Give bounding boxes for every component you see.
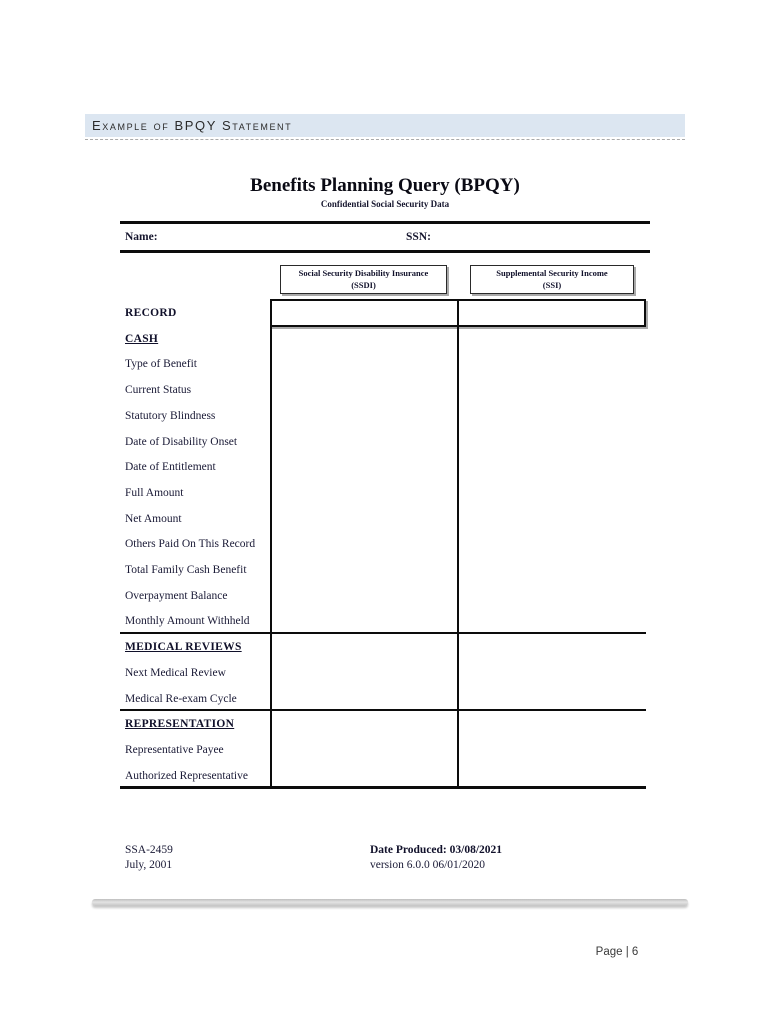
table-vertical-line-left (270, 327, 272, 786)
version-text: version 6.0.0 06/01/2020 (370, 859, 485, 871)
row-label: Type of Benefit (125, 358, 198, 371)
column-header-ssi-line1: Supplemental Security Income (496, 268, 608, 279)
row-label: Others Paid On This Record (125, 538, 256, 551)
form-number: SSA-2459 (125, 844, 173, 856)
form-footer-center (370, 843, 502, 873)
top-rule (120, 221, 650, 224)
row-label: Date of Entitlement (125, 461, 216, 474)
row-label: Representative Payee (125, 743, 224, 756)
horizontal-divider-bar (92, 899, 688, 906)
name-label: Name: (125, 231, 158, 243)
row-label: CASH (125, 332, 159, 345)
section-header-dotted-rule (85, 139, 685, 140)
row-label: Date of Disability Onset (125, 435, 238, 448)
row-label: RECORD (125, 307, 177, 319)
row-label: Medical Re-exam Cycle (125, 692, 237, 705)
form-footer-left (125, 843, 173, 873)
form-subtitle: Confidential Social Security Data (320, 199, 450, 209)
form-title: Benefits Planning Query (BPQY) (250, 175, 520, 196)
date-produced: Date Produced: 03/08/2021 (370, 844, 503, 856)
row-label: Overpayment Balance (125, 589, 228, 602)
row-label: Next Medical Review (125, 666, 226, 679)
row-label: Current Status (125, 384, 192, 397)
row-label: Authorized Representative (125, 769, 248, 782)
record-box-divider (457, 301, 459, 325)
ssn-label: SSN: (406, 231, 431, 243)
section-header-bar (85, 114, 685, 137)
row-label: Full Amount (125, 486, 184, 499)
form-date: July, 2001 (125, 859, 173, 871)
section-header-text: Example of BPQY Statement (92, 118, 293, 133)
page-number: Page | 6 (595, 946, 639, 958)
name-row-rule (120, 250, 650, 253)
row-label: Net Amount (125, 512, 182, 525)
column-header-ssdi (280, 265, 447, 294)
row-label: Total Family Cash Benefit (125, 564, 247, 576)
row-label: MEDICAL REVIEWS (125, 641, 242, 654)
column-header-ssdi-line2: (SSDI) (351, 279, 376, 290)
column-header-ssi (470, 265, 634, 294)
column-header-ssi-line2: (SSI) (542, 279, 562, 290)
row-label: Monthly Amount Withheld (125, 615, 250, 628)
column-header-ssdi-line1: Social Security Disability Insurance (298, 268, 429, 279)
row-label: REPRESENTATION (125, 718, 235, 731)
table-vertical-line-middle (457, 327, 459, 786)
row-label: Statutory Blindness (125, 409, 216, 422)
record-row-box (270, 299, 646, 327)
